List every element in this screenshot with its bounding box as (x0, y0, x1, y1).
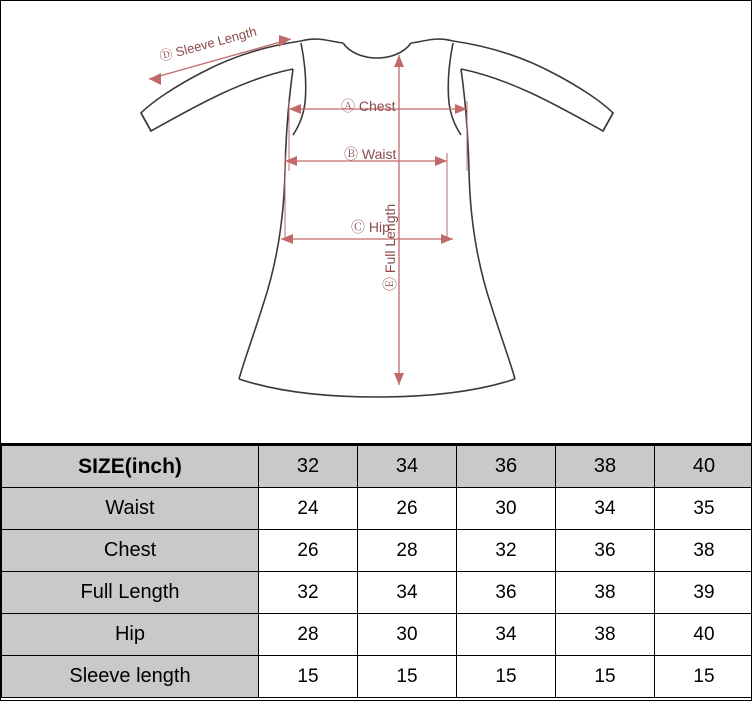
table-row (2, 530, 752, 572)
table-cell-value: 28 (259, 614, 358, 656)
label-waist: Ⓑ Waist (344, 146, 397, 162)
table-cell-value: 34 (358, 572, 457, 614)
table-row-label: Waist (2, 488, 259, 530)
table-cell-value: 39 (655, 572, 752, 614)
table-cell-value: 38 (556, 614, 655, 656)
label-chest: Ⓐ Chest (341, 98, 396, 114)
table-cell-value: 15 (358, 656, 457, 698)
table-cell-value: 36 (457, 572, 556, 614)
label-sleeve-length: Ⓓ Sleeve Length (157, 23, 259, 64)
size-chart-table (1, 445, 752, 698)
dress-diagram-svg (1, 1, 751, 443)
table-cell-value: 26 (358, 488, 457, 530)
table-cell-value: 32 (259, 572, 358, 614)
table-cell-value: 30 (358, 614, 457, 656)
table-cell-value: 38 (655, 530, 752, 572)
table-cell-value: 36 (556, 530, 655, 572)
table-row-label: Full Length (2, 572, 259, 614)
table-cell-value: 24 (259, 488, 358, 530)
table-cell-value: 34 (457, 614, 556, 656)
table-row-label: Hip (2, 614, 259, 656)
table-header-row (2, 446, 752, 488)
table-row (2, 614, 752, 656)
table-cell-value: 15 (556, 656, 655, 698)
table-cell-value: 38 (556, 572, 655, 614)
table-cell-value: 30 (457, 488, 556, 530)
label-hip: Ⓒ Hip (351, 219, 390, 235)
table-cell-value: 26 (259, 530, 358, 572)
dress-illustration (1, 1, 751, 445)
table-row-label: Chest (2, 530, 259, 572)
table-row-label: Sleeve length (2, 656, 259, 698)
table-cell-value: 15 (655, 656, 752, 698)
table-cell-value: 15 (457, 656, 556, 698)
table-row (2, 656, 752, 698)
table-header-size: 38 (556, 446, 655, 488)
table-header-size: 34 (358, 446, 457, 488)
table-cell-value: 15 (259, 656, 358, 698)
label-full-length: Ⓔ Full Length (382, 203, 398, 291)
table-cell-value: 34 (556, 488, 655, 530)
table-cell-value: 35 (655, 488, 752, 530)
table-row (2, 572, 752, 614)
table-header-size: 32 (259, 446, 358, 488)
table-header-size: 40 (655, 446, 752, 488)
table-header-size: 36 (457, 446, 556, 488)
table-row (2, 488, 752, 530)
table-header-label: SIZE(inch) (2, 446, 259, 488)
table-cell-value: 32 (457, 530, 556, 572)
table-cell-value: 28 (358, 530, 457, 572)
table-cell-value: 40 (655, 614, 752, 656)
